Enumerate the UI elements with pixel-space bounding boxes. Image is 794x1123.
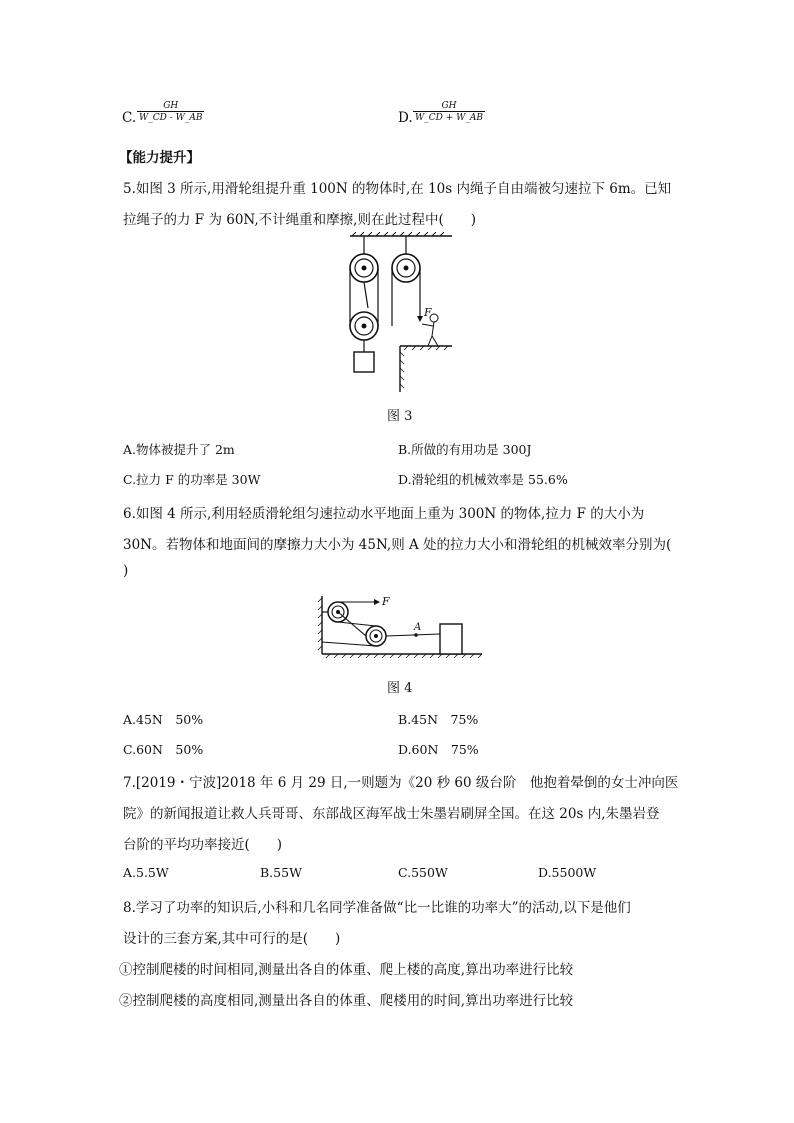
q6-option-a: A.45N 50% [123, 712, 204, 727]
figure-4-pulley-diagram [316, 592, 486, 662]
q5-option-a: A.物体被提升了 2m [123, 442, 235, 457]
section-heading: 【能力提升】 [119, 150, 200, 166]
q8-text-line2: 设计的三套方案,其中可行的是( ) [123, 931, 341, 947]
q6-option-b: B.45N 75% [398, 712, 479, 727]
q6-option-d: D.60N 75% [398, 742, 479, 757]
q5-option-d: D.滑轮组的机械效率是 55.6% [398, 472, 568, 487]
q5-text-line2: 拉绳子的力 F 为 60N,不计绳重和摩擦,则在此过程中( ) [123, 212, 476, 228]
option-d-label: D. [398, 110, 413, 126]
q5-text-line1: 5.如图 3 所示,用滑轮组提升重 100N 的物体时,在 10s 内绳子自由端被匀速拉下 6m。已知 [123, 181, 672, 197]
q7-text-line2: 院》的新闻报道让救人兵哥哥、东部战区海军战士朱墨岩刷屏全国。在这 20s 内,朱墨岩登 [123, 806, 660, 822]
q7-text-line3: 台阶的平均功率接近( ) [123, 837, 283, 853]
option-d-denominator: W_CD + W_AB [415, 113, 483, 123]
figure-3-pulley-diagram [340, 232, 462, 394]
q5-option-b: B.所做的有用功是 300J [398, 442, 532, 457]
option-d-numerator: GH [441, 101, 457, 111]
figure-4-caption: 图 4 [387, 681, 413, 696]
q6-text-line1: 6.如图 4 所示,利用轻质滑轮组匀速拉动水平地面上重为 300N 的物体,拉力 F 的大小为 [123, 506, 645, 522]
option-d-fraction [413, 101, 485, 123]
option-c-numerator: GH [163, 101, 179, 111]
q6-option-c: C.60N 50% [123, 742, 204, 757]
option-c-label: C. [122, 110, 137, 126]
figure-3-caption: 图 3 [387, 409, 413, 424]
q8-plan-1: ①控制爬楼的时间相同,测量出各自的体重、爬上楼的高度,算出功率进行比较 [119, 962, 574, 978]
q7-option-a: A.5.5W [123, 865, 169, 880]
option-c-denominator: W_CD - W_AB [139, 113, 203, 123]
figure-4-point-label: A [414, 622, 422, 633]
option-c-fraction [137, 101, 204, 123]
q8-text-line1: 8.学习了功率的知识后,小科和几名同学准备做“比一比谁的功率大”的活动,以下是他们 [123, 900, 631, 916]
q7-option-c: C.550W [398, 865, 448, 880]
figure-3-force-label: F [424, 306, 432, 319]
q7-option-d: D.5500W [538, 865, 597, 880]
q6-text-line3: ) [123, 563, 129, 579]
q6-text-line2: 30N。若物体和地面间的摩擦力大小为 45N,则 A 处的拉力大小和滑轮组的机械效率分别为( [123, 537, 672, 553]
q7-option-b: B.55W [260, 865, 302, 880]
q8-plan-2: ②控制爬楼的高度相同,测量出各自的体重、爬楼用的时间,算出功率进行比较 [119, 993, 574, 1009]
q7-text-line1: 7.[2019・宁波]2018 年 6 月 29 日,一则题为《20 秒 60 级台阶 他抱着晕倒的女士冲向医 [123, 775, 679, 791]
q5-option-c: C.拉力 F 的功率是 30W [123, 472, 261, 487]
figure-4-force-label: F [382, 595, 390, 608]
